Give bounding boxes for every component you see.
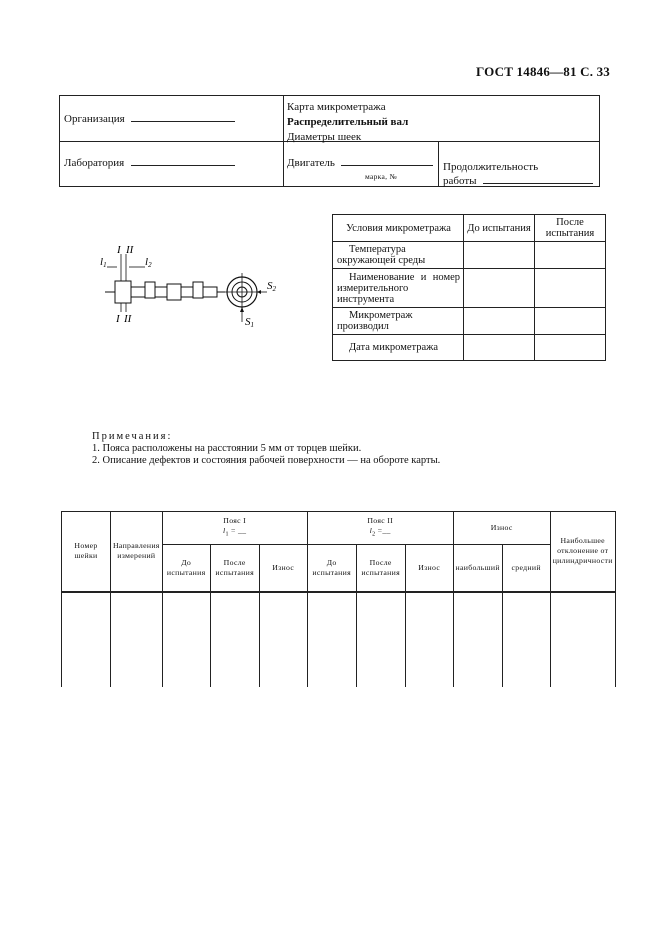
table-cell[interactable] [502, 592, 550, 687]
belt-2-dimension: $l_2$ =__ [369, 526, 391, 538]
table-row [62, 592, 616, 687]
camshaft-diagram [95, 240, 295, 335]
cam-1 [145, 282, 155, 298]
shaft-segment [155, 287, 167, 297]
measurement-table [61, 511, 616, 687]
card-title: Карта микрометража [287, 101, 386, 113]
l1-label: l1 [100, 256, 107, 269]
l2-label: l2 [145, 256, 152, 269]
organization-label: Организация [64, 113, 125, 125]
cross-section [223, 273, 267, 322]
table-cell[interactable] [356, 592, 405, 687]
conditions-table [332, 214, 606, 361]
table-cell[interactable] [162, 592, 210, 687]
note-1: 1. Пояса расположены на расстоянии 5 мм от торцев шейки. [92, 443, 362, 454]
conditions-header: Условия микрометража [333, 215, 464, 242]
condition-date: Дата микрометража [333, 335, 464, 361]
temperature-after-cell[interactable] [535, 242, 606, 269]
page-reference: ГОСТ 14846—81 С. 33 [476, 64, 610, 79]
card-header-table [59, 95, 600, 187]
s2-label: S2 [267, 280, 276, 293]
condition-temperature: Температура окружающей среды [333, 242, 464, 269]
shaft-segment [181, 287, 193, 297]
shaft-segment [131, 287, 145, 297]
organization-field[interactable] [64, 111, 235, 125]
performer-after-cell[interactable] [535, 308, 606, 335]
notes-title: Примечания: [92, 431, 173, 442]
belt-1-dimension: $l_1$ = __ [223, 526, 247, 538]
table-cell[interactable] [453, 592, 502, 687]
belt-1-after: После испытания [210, 545, 259, 592]
shaft-segment [203, 287, 217, 297]
temperature-before-cell[interactable] [464, 242, 535, 269]
belt-1-label-bottom: I [116, 313, 120, 325]
wear-max: наибольший [453, 545, 502, 592]
col-journal-number: Номер шейки [62, 512, 111, 592]
table-cell[interactable] [62, 592, 111, 687]
notes-block [92, 431, 440, 467]
belt-2-label-top: II [126, 244, 134, 256]
belt-1-wear: Износ [259, 545, 307, 592]
before-header: До испытания [464, 215, 535, 242]
belt-2-label-bottom: II [124, 313, 132, 325]
after-header: После испытания [535, 215, 606, 242]
engine-note: марка, № [365, 172, 397, 181]
duration-field[interactable] [443, 173, 593, 187]
col-direction: Направления измерений [111, 512, 163, 592]
condition-performer: Микрометраж производил [333, 308, 464, 335]
belt-1-before: До испытания [162, 545, 210, 592]
table-cell[interactable] [405, 592, 453, 687]
table-cell[interactable] [111, 592, 163, 687]
laboratory-blank[interactable] [131, 155, 235, 166]
performer-before-cell[interactable] [464, 308, 535, 335]
note-2: 2. Описание дефектов и состояния рабочей поверхности — на обороте карты. [92, 455, 441, 466]
journal-2 [167, 284, 181, 300]
cam-2 [193, 282, 203, 298]
col-max-deviation: Наибольшее отклонение от цилиндричности [550, 512, 615, 592]
date-after-cell[interactable] [535, 335, 606, 361]
organization-blank[interactable] [131, 111, 235, 122]
s1-label: S1 [245, 316, 254, 329]
belt-2-before: До испытания [307, 545, 356, 592]
belt-1-title: Пояс I [223, 516, 247, 526]
engine-blank[interactable] [341, 155, 433, 166]
laboratory-field[interactable] [64, 155, 235, 169]
engine-field[interactable] [287, 155, 433, 169]
duration-label-1: Продолжительность [443, 161, 539, 173]
wear-header: Износ [453, 512, 550, 545]
belt-2-title: Пояс II [367, 516, 394, 526]
duration-label-2: работы [443, 175, 477, 187]
table-cell[interactable] [307, 592, 356, 687]
belt-2-after: После испытания [356, 545, 405, 592]
engine-label: Двигатель [287, 157, 335, 169]
wear-avg: средний [502, 545, 550, 592]
table-cell[interactable] [259, 592, 307, 687]
instrument-before-cell[interactable] [464, 269, 535, 308]
duration-blank[interactable] [483, 173, 593, 184]
belt-1-label-top: I [117, 244, 121, 256]
instrument-after-cell[interactable] [535, 269, 606, 308]
belt-1-header [162, 512, 307, 545]
date-before-cell[interactable] [464, 335, 535, 361]
laboratory-label: Лаборатория [64, 157, 125, 169]
belt-2-wear: Износ [405, 545, 453, 592]
card-subject: Распределительный вал [287, 116, 409, 128]
journal-main [115, 281, 131, 303]
card-detail: Диаметры шеек [287, 131, 362, 143]
table-cell[interactable] [550, 592, 615, 687]
belt-2-header [307, 512, 453, 545]
condition-instrument: Наименование и номер измерительного инструмента [333, 269, 464, 308]
table-cell[interactable] [210, 592, 259, 687]
